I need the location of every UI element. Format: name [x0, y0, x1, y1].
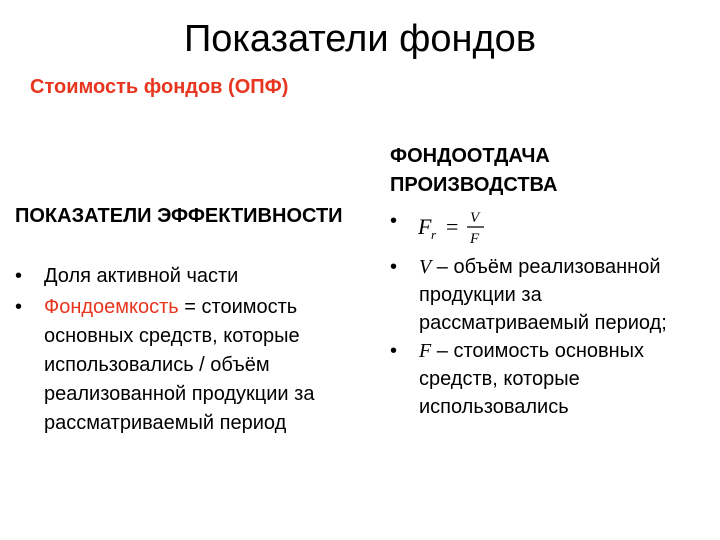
efficiency-list	[15, 262, 360, 440]
fondootdacha-list	[390, 207, 700, 421]
formula-denominator: F	[470, 231, 480, 247]
slide-subtitle: Стоимость фондов (ОПФ)	[30, 76, 289, 98]
bullet-icon: •	[15, 265, 23, 287]
variable-symbol: F	[419, 340, 432, 362]
bullet-icon: •	[390, 256, 398, 278]
formula-lhs: F	[418, 214, 432, 239]
list-item-text: – объём реализованной продукции за рассматриваемый период;	[419, 256, 667, 334]
formula-numerator: V	[470, 210, 480, 226]
list-item	[15, 262, 360, 291]
fondootdacha-formula	[418, 207, 490, 249]
efficiency-heading: ПОКАЗАТЕЛИ ЭФФЕКТИВНОСТИ	[15, 205, 343, 227]
list-item	[390, 337, 700, 421]
fondoemkost-term: Фондоемкость	[44, 296, 179, 318]
list-item	[390, 207, 700, 249]
bullet-icon: •	[15, 296, 23, 318]
fondootdacha-heading: ФОНДООТДАЧА ПРОИЗВОДСТВА	[390, 145, 558, 196]
formula-equals: =	[446, 214, 459, 239]
list-item-text: = стоимость основных средств, которые использовались / объём реализованной продукции за рассматриваемый период	[44, 296, 315, 434]
variable-symbol: V	[419, 256, 432, 278]
bullet-icon: •	[390, 210, 398, 232]
formula-subscript: r	[431, 227, 437, 242]
list-item-text: – стоимость основных средств, которые использовались	[419, 340, 645, 418]
slide-title: Показатели фондов	[183, 18, 537, 60]
list-item-text: Доля активной части	[44, 265, 239, 287]
bullet-icon: •	[390, 340, 398, 362]
list-item	[390, 253, 700, 337]
list-item	[15, 293, 360, 438]
